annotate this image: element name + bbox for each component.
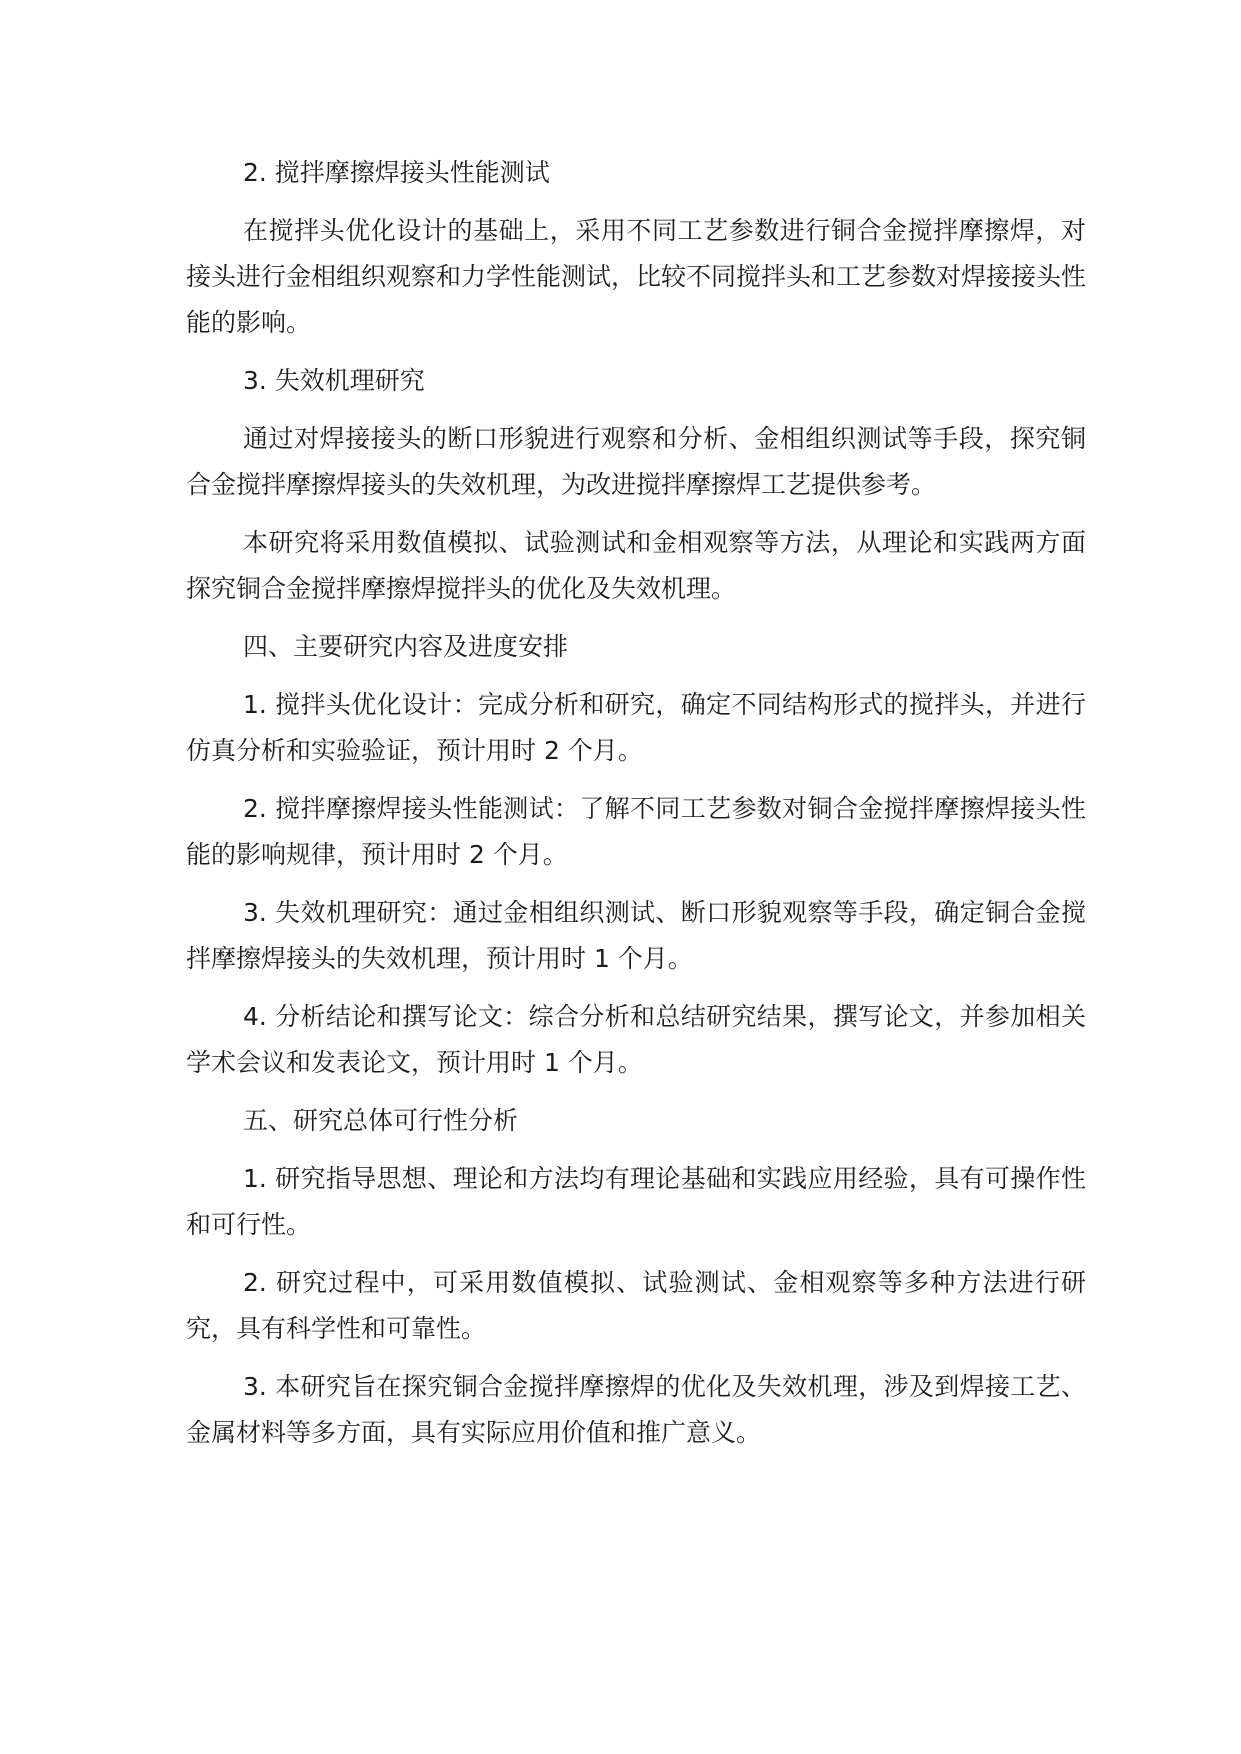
subheading-joint-performance-test: 2. 搅拌摩擦焊接头性能测试 bbox=[243, 158, 550, 187]
schedule-item-4: 4. 分析结论和撰写论文：综合分析和总结研究结果，撰写论文，并参加相关学术会议和发表论文，预计用时 1 个月。 bbox=[186, 1002, 1086, 1077]
feasibility-item-1: 1. 研究指导思想、理论和方法均有理论基础和实践应用经验，具有可操作性和可行性。 bbox=[186, 1164, 1086, 1239]
schedule-item-2: 2. 搅拌摩擦焊接头性能测试：了解不同工艺参数对铜合金搅拌摩擦焊接头性能的影响规律，预计用时 2 个月。 bbox=[186, 794, 1086, 869]
section-heading-feasibility: 五、研究总体可行性分析 bbox=[243, 1106, 519, 1135]
paragraph-failure-mechanism: 通过对焊接接头的断口形貌进行观察和分析、金相组织测试等手段，探究铜合金搅拌摩擦焊接头的失效机理，为改进搅拌摩擦焊工艺提供参考。 bbox=[186, 424, 1086, 499]
feasibility-item-2: 2. 研究过程中，可采用数值模拟、试验测试、金相观察等多种方法进行研究，具有科学性和可靠性。 bbox=[186, 1268, 1086, 1343]
section-heading-content-schedule: 四、主要研究内容及进度安排 bbox=[243, 632, 569, 661]
paragraph-research-methods: 本研究将采用数值模拟、试验测试和金相观察等方法，从理论和实践两方面探究铜合金搅拌摩擦焊搅拌头的优化及失效机理。 bbox=[186, 528, 1086, 603]
subheading-failure-mechanism: 3. 失效机理研究 bbox=[243, 366, 425, 395]
schedule-item-1: 1. 搅拌头优化设计：完成分析和研究，确定不同结构形式的搅拌头，并进行仿真分析和实验验证，预计用时 2 个月。 bbox=[186, 690, 1086, 765]
schedule-item-3: 3. 失效机理研究：通过金相组织测试、断口形貌观察等手段，确定铜合金搅拌摩擦焊接头的失效机理，预计用时 1 个月。 bbox=[186, 898, 1086, 973]
document-body bbox=[186, 150, 1086, 1468]
paragraph-joint-performance-test: 在搅拌头优化设计的基础上，采用不同工艺参数进行铜合金搅拌摩擦焊，对接头进行金相组织观察和力学性能测试，比较不同搅拌头和工艺参数对焊接接头性能的影响。 bbox=[186, 216, 1087, 337]
feasibility-item-3: 3. 本研究旨在探究铜合金搅拌摩擦焊的优化及失效机理，涉及到焊接工艺、金属材料等多方面，具有实际应用价值和推广意义。 bbox=[186, 1372, 1086, 1447]
